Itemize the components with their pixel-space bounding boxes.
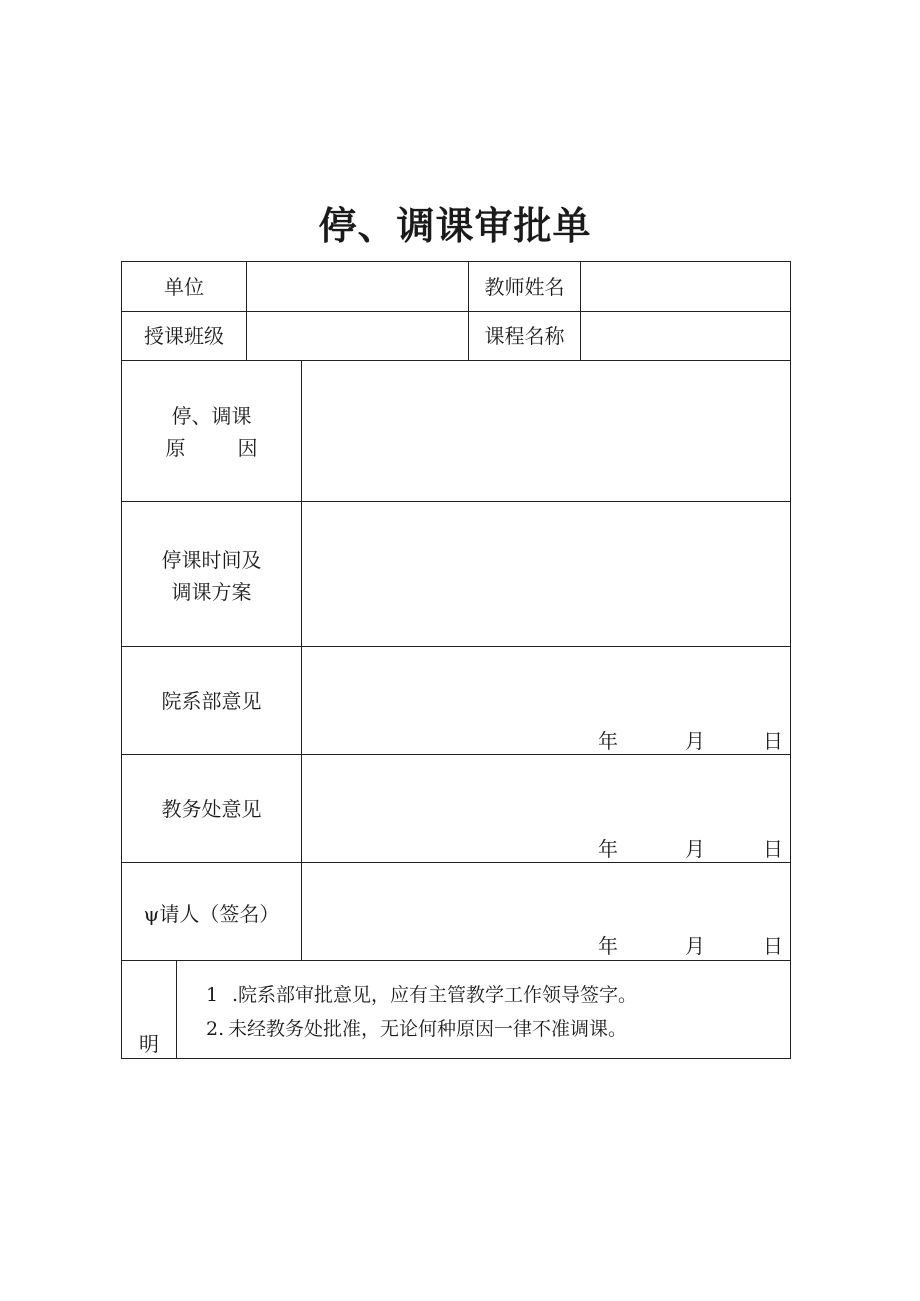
dept-date-month: 月 <box>685 729 705 753</box>
col-divider <box>176 960 177 1059</box>
reason-label-char-a: 原 <box>165 436 186 460</box>
note-item-1 <box>206 980 637 1010</box>
applicant-date-year: 年 <box>598 934 618 958</box>
reason-label-line2 <box>166 432 258 464</box>
note-item-1-text: .院系部审批意见，应有主管教学工作领导签字。 <box>232 984 638 1006</box>
applicant-signature-label: ψ请人（签名） <box>143 902 280 926</box>
unit-label: 单位 <box>164 274 204 299</box>
course-name-label: 课程名称 <box>484 324 565 348</box>
schedule-field[interactable] <box>302 502 790 646</box>
table-border-right <box>790 261 791 1059</box>
applicant-date-month: 月 <box>685 934 705 958</box>
notes-side-label: 明 <box>139 1032 159 1056</box>
dept-opinion-label: 院系部意见 <box>161 689 262 713</box>
dept-date-year: 年 <box>598 729 618 753</box>
teacher-name-label: 教师姓名 <box>484 274 565 299</box>
note-item-2-text: 未经教务处批准，无论何种原因一律不准调课。 <box>228 1018 628 1040</box>
reason-label <box>122 396 301 468</box>
academic-date-day: 日 <box>763 837 783 861</box>
schedule-label-line2: 调课方案 <box>171 580 252 604</box>
academic-date-year: 年 <box>598 837 618 861</box>
table-border-left <box>121 261 122 1059</box>
schedule-label <box>122 542 301 610</box>
class-label: 授课班级 <box>144 324 224 348</box>
reason-label-char-b: 因 <box>237 436 258 460</box>
table-border-bottom <box>121 1058 791 1059</box>
course-name-field[interactable] <box>581 312 790 360</box>
class-field[interactable] <box>247 312 468 360</box>
reason-field[interactable] <box>302 361 790 501</box>
academic-date-month: 月 <box>685 837 705 861</box>
unit-field[interactable] <box>247 262 468 311</box>
row-divider <box>121 960 791 961</box>
applicant-date-day: 日 <box>763 934 783 958</box>
teacher-name-field[interactable] <box>581 262 790 311</box>
academic-opinion-label: 教务处意见 <box>161 797 262 821</box>
reason-label-line1: 停、调课 <box>171 404 252 428</box>
academic-opinion-field[interactable] <box>302 755 790 833</box>
note-item-1-number: 1 <box>206 984 219 1006</box>
note-item-2-number: 2. <box>206 1018 225 1040</box>
note-item-2 <box>206 1014 627 1044</box>
schedule-label-line1: 停课时间及 <box>161 548 262 572</box>
dept-opinion-field[interactable] <box>302 647 790 725</box>
form-title: 停、调课审批单 <box>318 204 592 248</box>
applicant-signature-field[interactable] <box>302 863 790 931</box>
dept-date-day: 日 <box>763 729 783 753</box>
